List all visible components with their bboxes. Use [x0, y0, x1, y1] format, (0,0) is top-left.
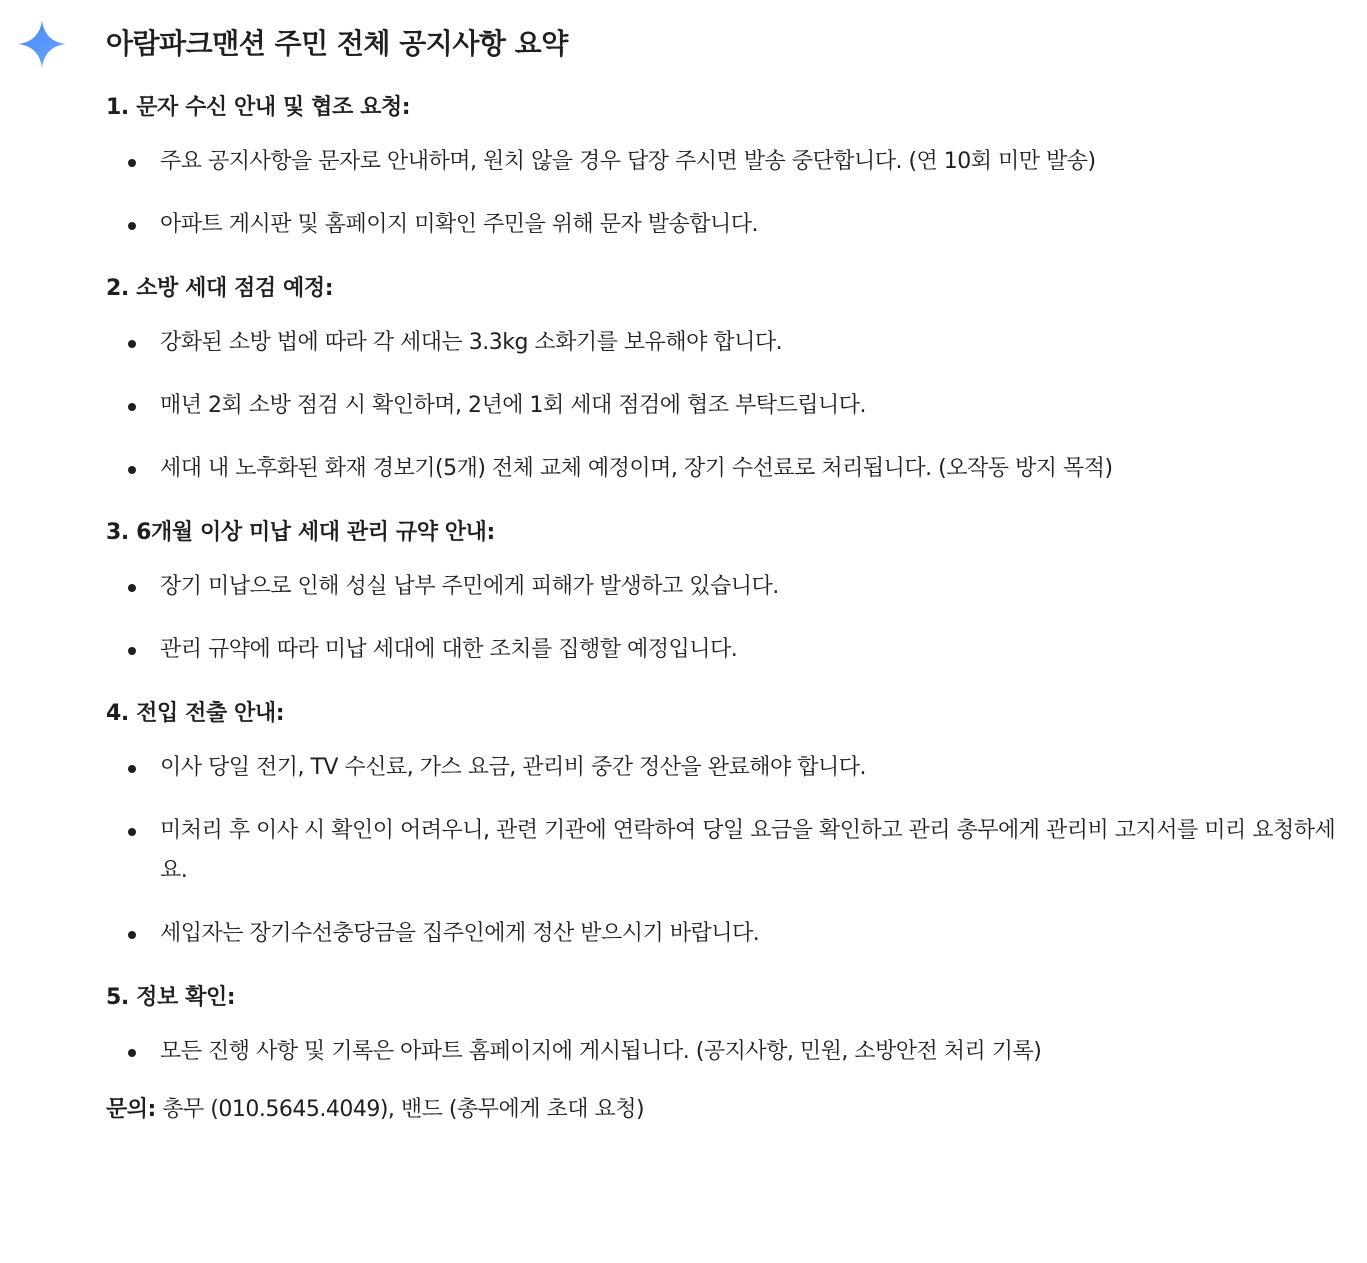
section-move-in-out [106, 688, 1346, 954]
list-item: 아파트 게시판 및 홈페이지 미확인 주민을 위해 문자 발송합니다. [106, 205, 1346, 245]
list-item: 세대 내 노후화된 화재 경보기(5개) 전체 교체 예정이며, 장기 수선료로 처리됩니다. (오작동 방지 목적) [106, 449, 1346, 489]
section-unpaid-households [106, 507, 1346, 670]
list-item: 모든 진행 사항 및 기록은 아파트 홈페이지에 게시됩니다. (공지사항, 민원, 소방안전 처리 기록) [106, 1032, 1346, 1072]
summary-body [106, 82, 1346, 1130]
inquiry-label: 문의: [106, 1097, 156, 1122]
bullet-list [106, 567, 1346, 670]
list-item: 이사 당일 전기, TV 수신료, 가스 요금, 관리비 중간 정산을 완료해야 합니다. [106, 748, 1346, 788]
page-title: 아람파크맨션 주민 전체 공지사항 요약 [106, 27, 568, 60]
inquiry-text: 총무 (010.5645.4049), 밴드 (총무에게 초대 요청) [155, 1097, 645, 1122]
list-item: 미처리 후 이사 시 확인이 어려우니, 관련 기관에 연락하여 당일 요금을 확인하고 관리 총무에게 관리비 고지서를 미리 요청하세요. [106, 811, 1346, 891]
list-item: 세입자는 장기수선충당금을 집주인에게 정산 받으시기 바랍니다. [106, 914, 1346, 954]
bullet-list [106, 323, 1346, 489]
section-heading: 5. 정보 확인: [106, 985, 236, 1010]
list-item: 관리 규약에 따라 미납 세대에 대한 조치를 집행할 예정입니다. [106, 630, 1346, 670]
section-heading: 2. 소방 세대 점검 예정: [106, 276, 334, 301]
section-heading: 3. 6개월 이상 미납 세대 관리 규약 안내: [106, 520, 495, 545]
list-item: 매년 2회 소방 점검 시 확인하며, 2년에 1회 세대 점검에 협조 부탁드립니다. [106, 386, 1346, 426]
section-fire-inspection [106, 263, 1346, 489]
section-heading: 1. 문자 수신 안내 및 협조 요청: [106, 95, 411, 120]
list-item: 주요 공지사항을 문자로 안내하며, 원치 않을 경우 답장 주시면 발송 중단합니다. (연 10회 미만 발송) [106, 142, 1346, 182]
gemini-sparkle-icon [16, 18, 68, 70]
section-heading: 4. 전입 전출 안내: [106, 701, 285, 726]
list-item: 강화된 소방 법에 따라 각 세대는 3.3kg 소화기를 보유해야 합니다. [106, 323, 1346, 363]
section-sms-notice [106, 82, 1346, 245]
bullet-list [106, 1032, 1346, 1072]
inquiry-line [106, 1090, 1346, 1130]
bullet-list [106, 748, 1346, 954]
bullet-list [106, 142, 1346, 245]
section-info-check [106, 972, 1346, 1072]
list-item: 장기 미납으로 인해 성실 납부 주민에게 피해가 발생하고 있습니다. [106, 567, 1346, 607]
